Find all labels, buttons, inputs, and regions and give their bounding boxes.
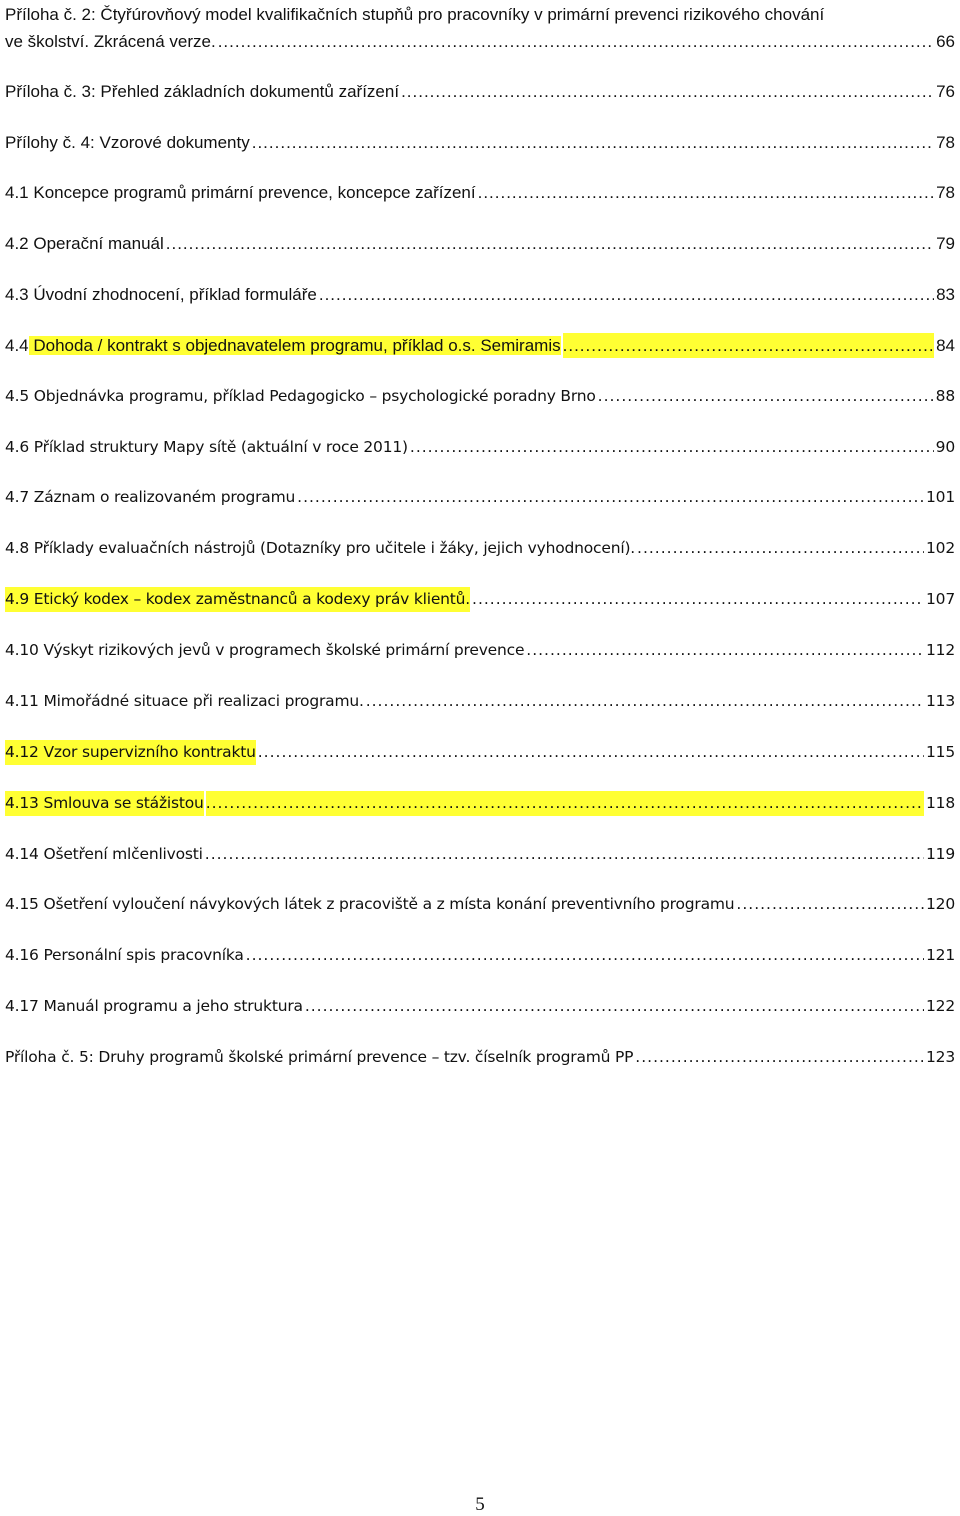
toc-entry-title (5, 333, 561, 358)
toc-entry-priloha-5[interactable] (5, 1045, 955, 1070)
toc-entry-title: Příloha č. 3: Přehled základních dokumentů zařízení (5, 82, 400, 101)
toc-dot-leader (598, 384, 934, 409)
toc-entry-title: 4.5 Objednávka programu, příklad Pedagogicko – psychologické poradny Brno (5, 387, 596, 405)
toc-entry-title: 4.8 Příklady evaluačních nástrojů (Dotazníky pro učitele i žáky, jejich vyhodnocení). (5, 539, 636, 557)
toc-entry-4-16[interactable] (5, 943, 955, 968)
toc-entry-title: 4.17 Manuál programu a jeho struktura (5, 997, 303, 1015)
toc-entry-priloha-3[interactable] (5, 79, 955, 104)
toc-entry-4-11[interactable] (5, 689, 955, 714)
toc-entry-number: 4.4 (5, 336, 29, 355)
toc-entry-title: 4.10 Výskyt rizikových jevů v programech školské primární prevence (5, 641, 525, 659)
toc-entry-title: Příloha č. 5: Druhy programů školské primární prevence – tzv. číselník programů PP (5, 1048, 634, 1066)
highlighted-title-text: Dohoda / kontrakt s objednavatelem programu, příklad o.s. Semiramis (28, 336, 561, 355)
toc-entry-title: Přílohy č. 4: Vzorové dokumenty (5, 133, 250, 152)
toc-dot-leader (472, 587, 924, 612)
toc-dot-leader (366, 689, 924, 714)
toc-page-number: 78 (936, 183, 955, 202)
toc-entry-title: 4.15 Ošetření vyloučení návykových látek z pracoviště a z místa konání preventivního programu (5, 895, 735, 913)
toc-entry-title: 4.11 Mimořádné situace při realizaci programu. (5, 692, 364, 710)
toc-page-number: 120 (926, 895, 955, 913)
toc-page-number: 112 (926, 641, 955, 659)
toc-dot-leader (205, 842, 924, 867)
toc-dot-leader (218, 29, 934, 54)
toc-page-number: 83 (936, 285, 955, 304)
toc-dot-leader (637, 536, 924, 561)
toc-entry-4-6[interactable] (5, 435, 955, 460)
toc-dot-leader (206, 791, 924, 816)
toc-entry-title: 4.3 Úvodní zhodnocení, příklad formuláře (5, 285, 317, 304)
toc-entry-title: 4.9 Etický kodex – kodex zaměstnanců a kodexy práv klientů. (5, 587, 470, 612)
toc-entry-priloha-2[interactable] (5, 2, 955, 54)
toc-entry-prilohy-4[interactable] (5, 130, 955, 155)
toc-page-number: 107 (926, 590, 955, 608)
toc-page-number: 76 (936, 82, 955, 101)
toc-entry-title-line1: Příloha č. 2: Čtyřúrovňový model kvalifikačních stupňů pro pracovníky v primární prevenci rizikového chování (5, 5, 825, 24)
toc-page-number: 122 (926, 997, 955, 1015)
toc-dot-leader (401, 79, 934, 104)
toc-page-number: 88 (935, 387, 955, 405)
toc-entry-title: 4.7 Záznam o realizovaném programu (5, 488, 296, 506)
toc-entry-4-15[interactable] (5, 892, 955, 917)
toc-entry-4-5[interactable] (5, 384, 955, 409)
toc-entry-title: 4.2 Operační manuál (5, 234, 164, 253)
toc-entry-4-17[interactable] (5, 994, 955, 1019)
toc-dot-leader (258, 740, 924, 765)
toc-dot-leader (319, 282, 934, 307)
toc-entry-4-8[interactable] (5, 536, 955, 561)
toc-page-number: 115 (926, 743, 955, 761)
toc-page-number: 119 (926, 845, 955, 863)
toc-dot-leader (736, 892, 924, 917)
toc-entry-4-10[interactable] (5, 638, 955, 663)
page-number-footer: 5 (475, 1494, 485, 1515)
toc-dot-leader (635, 1045, 924, 1070)
toc-entry-4-4[interactable] (5, 333, 955, 358)
toc-dot-leader (297, 485, 924, 510)
toc-entry-title: 4.12 Vzor supervizního kontraktu (5, 740, 256, 765)
toc-entry-4-12[interactable] (5, 740, 955, 765)
toc-page-number: 121 (926, 946, 955, 964)
toc-entry-4-2[interactable] (5, 231, 955, 256)
toc-dot-leader (563, 333, 934, 358)
toc-page-number: 102 (926, 539, 955, 557)
toc-entry-4-3[interactable] (5, 282, 955, 307)
toc-page-number: 84 (936, 336, 955, 355)
toc-page-number: 118 (926, 794, 955, 812)
toc-page-number: 78 (936, 133, 955, 152)
toc-entry-title: 4.13 Smlouva se stážistou (5, 791, 204, 816)
toc-entry-title: 4.1 Koncepce programů primární prevence, koncepce zařízení (5, 183, 476, 202)
toc-entry-title: 4.16 Personální spis pracovníka (5, 946, 244, 964)
toc-dot-leader (526, 638, 924, 663)
toc-entry-title: 4.14 Ošetření mlčenlivosti (5, 845, 203, 863)
toc-dot-leader (246, 943, 924, 968)
toc-page-number: 66 (936, 32, 955, 51)
toc-dot-leader (305, 994, 924, 1019)
toc-page-number: 101 (926, 488, 955, 506)
toc-entry-4-9[interactable] (5, 587, 955, 612)
toc-entry-4-14[interactable] (5, 842, 955, 867)
toc-page-number: 79 (936, 234, 955, 253)
toc-page-number: 113 (926, 692, 955, 710)
toc-page-number: 90 (935, 438, 955, 456)
toc-dot-leader (410, 435, 934, 460)
toc-entry-4-7[interactable] (5, 485, 955, 510)
toc-entry-4-1[interactable] (5, 180, 955, 205)
toc-page-number: 123 (926, 1048, 955, 1066)
toc-entry-title-line2: ve školství. Zkrácená verze. (5, 32, 216, 51)
toc-entry-4-13[interactable] (5, 791, 955, 816)
toc-dot-leader (252, 130, 934, 155)
toc-dot-leader (166, 231, 934, 256)
toc-dot-leader (478, 180, 934, 205)
toc-entry-title: 4.6 Příklad struktury Mapy sítě (aktuální v roce 2011) (5, 438, 408, 456)
